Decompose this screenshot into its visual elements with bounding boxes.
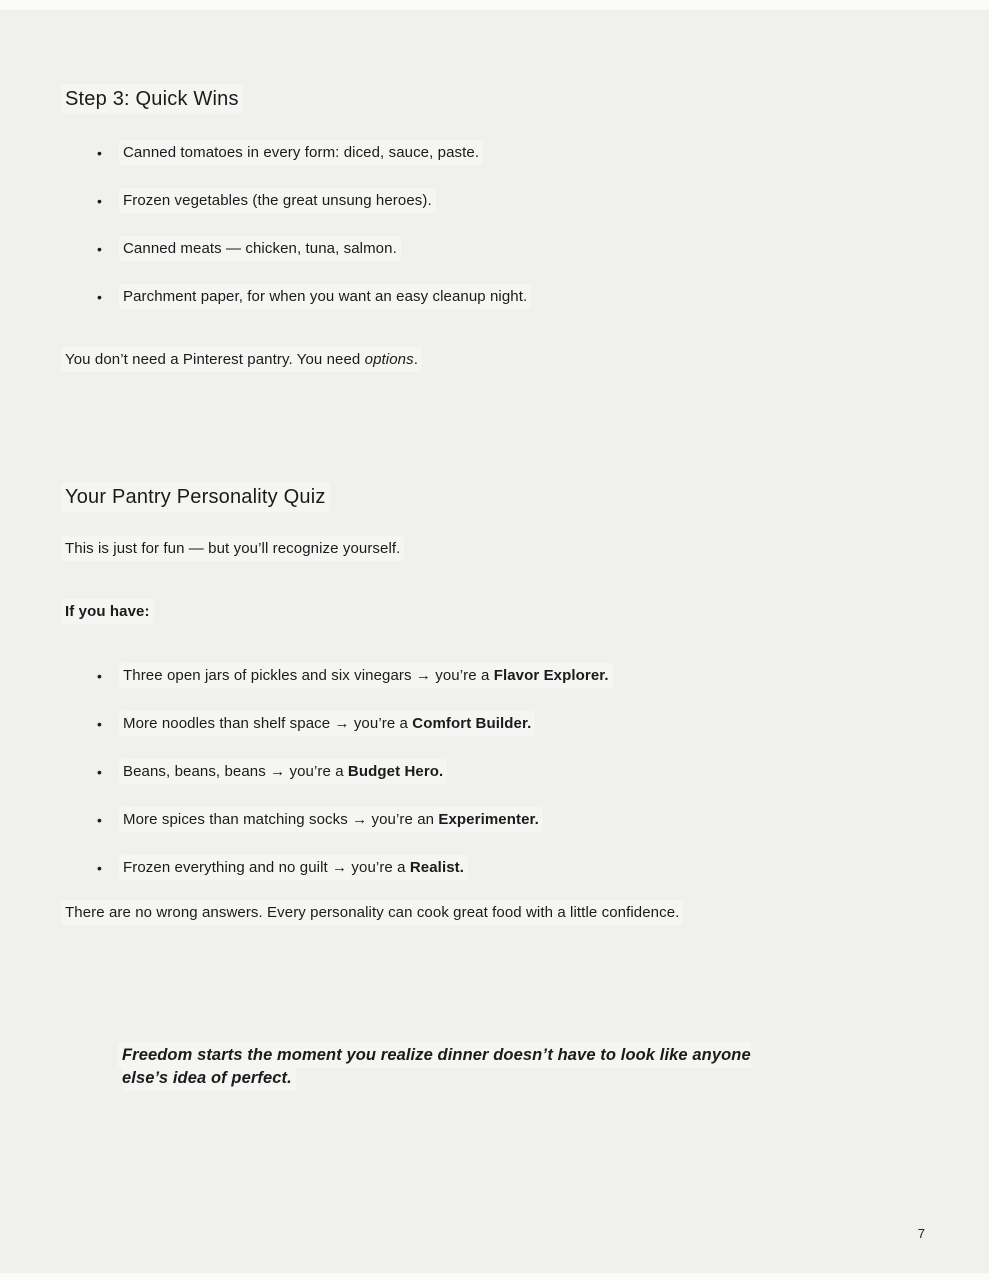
quiz-intro-text: This is just for fun — but you’ll recognize yourself. bbox=[65, 540, 401, 557]
list-item bbox=[123, 810, 609, 830]
list-item-text bbox=[123, 763, 443, 780]
closing-prefix: You don’t need a Pinterest pantry. You need bbox=[65, 351, 365, 368]
list-item bbox=[123, 762, 609, 782]
quiz-lead-paragraph bbox=[65, 602, 150, 622]
list-item bbox=[123, 714, 609, 734]
pull-quote bbox=[122, 1044, 770, 1090]
list-item-text: Canned tomatoes in every form: diced, sauce, paste. bbox=[123, 144, 480, 161]
section-heading-step3 bbox=[65, 86, 239, 112]
page-edge-top bbox=[0, 0, 989, 10]
quiz-item-text: More spices than matching socks → you’re an bbox=[123, 811, 439, 828]
section-heading-step3-text: Step 3: Quick Wins bbox=[65, 88, 239, 110]
quiz-item-text: Frozen everything and no guilt → you’re a bbox=[123, 859, 410, 876]
quiz-bullet-list bbox=[123, 666, 609, 906]
list-item-text bbox=[123, 859, 464, 876]
quiz-lead-text: If you have: bbox=[65, 603, 150, 620]
pull-quote-text: Freedom starts the moment you realize dinner doesn’t have to look like anyone else’s idea of perfect. bbox=[122, 1046, 751, 1087]
section-heading-quiz bbox=[65, 484, 326, 510]
section-heading-quiz-text: Your Pantry Personality Quiz bbox=[65, 486, 326, 508]
quiz-item-persona: Experimenter. bbox=[438, 811, 539, 828]
list-item-text: Frozen vegetables (the great unsung heroes). bbox=[123, 192, 432, 209]
page-number-text: 7 bbox=[917, 1226, 925, 1241]
list-item-text bbox=[123, 715, 531, 732]
step3-bullet-list bbox=[123, 143, 527, 335]
step3-closing-text bbox=[65, 351, 418, 368]
list-item bbox=[123, 666, 609, 686]
list-item-text bbox=[123, 811, 539, 828]
quiz-item-text: Three open jars of pickles and six vinegars → you’re a bbox=[123, 667, 494, 684]
list-item-text: Canned meats — chicken, tuna, salmon. bbox=[123, 240, 397, 257]
quiz-item-persona: Realist. bbox=[409, 859, 465, 876]
list-item bbox=[123, 191, 527, 211]
list-item bbox=[123, 143, 527, 163]
page-edge-bottom bbox=[0, 1273, 989, 1280]
closing-italic-word: options bbox=[364, 351, 414, 368]
quiz-closing-text: There are no wrong answers. Every personality can cook great food with a little confidence. bbox=[65, 904, 680, 921]
list-item-text: Parchment paper, for when you want an easy cleanup night. bbox=[123, 288, 528, 305]
list-item bbox=[123, 287, 527, 307]
quiz-item-persona: Flavor Explorer. bbox=[493, 667, 609, 684]
quiz-item-persona: Budget Hero. bbox=[347, 763, 444, 780]
list-item bbox=[123, 858, 609, 878]
quiz-item-text: Beans, beans, beans → you’re a bbox=[123, 763, 348, 780]
list-item-text bbox=[123, 667, 609, 684]
step3-closing-paragraph bbox=[65, 350, 418, 370]
quiz-item-text: More noodles than shelf space → you’re a bbox=[123, 715, 413, 732]
closing-suffix: . bbox=[413, 351, 418, 368]
quiz-item-persona: Comfort Builder. bbox=[412, 715, 532, 732]
quiz-intro-paragraph bbox=[65, 539, 400, 559]
quiz-closing-paragraph bbox=[65, 903, 679, 923]
page-number bbox=[918, 1226, 925, 1241]
list-item bbox=[123, 239, 527, 259]
